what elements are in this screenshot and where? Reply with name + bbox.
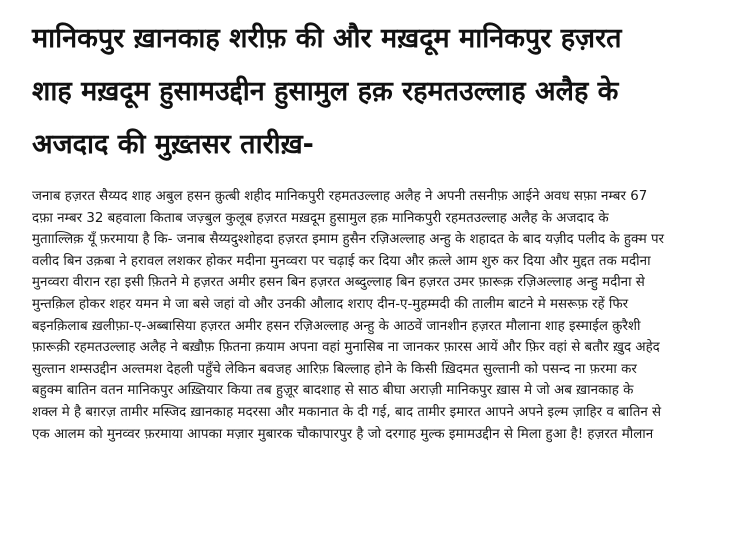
text-line: शक्ल मे है बग़रज़ तामीर मस्जिद ख़ानकाह मदरसा और मकानात के दी गई, बाद तामीर इमारत आपने अपने इल्म ज़ाहिर व बातिन से bbox=[32, 404, 662, 420]
text-line: मुन्तक़िल होकर शहर यमन मे जा बसे जहां वो और उनकी औलाद शराए दीन-ए-मुहम्मदी की तालीम बाटने मे मसरूफ़ रहें फिर bbox=[32, 296, 629, 312]
text-line: दफ़ा नम्बर 32 बहवाला किताब जज़्बुल कुलूब हज़रत मख़दूम हुसामुल हक़ मानिकपुरी रहमतउल्लाह अलैह के अजदाद के bbox=[32, 210, 609, 226]
title-line: शाह मख़दूम हुसामउद्दीन हुसामुल हक़ रहमतउल्लाह अलैह के bbox=[32, 76, 619, 107]
title-line: मानिकपुर ख़ानकाह शरीफ़ की और मख़दूम मानिकपुर हज़रत bbox=[32, 23, 622, 54]
text-line: बहुक्म बातिन वतन मानिकपुर अख़्तियार किया तब हुज़ूर बादशाह से साठ बीघा अराज़ी मानिकपुर ख़ास मे जो अब ख़ानकाह के bbox=[32, 383, 634, 399]
text-line: मुनव्वरा वीरान रहा इसी फ़ितने मे हज़रत अमीर हसन बिन हज़रत अब्दुल्लाह बिन हज़रत उमर फ़ारूक़ रज़िअल्लाह अन्हु मदीना से bbox=[32, 275, 645, 291]
text-line: वलीद बिन उक़बा ने हरावल लशकर होकर मदीना मुनव्वरा पर चढ़ाई कर दिया और क़त्ले आम शुरु कर दिया और मुद्दत तक मदीना bbox=[32, 253, 651, 269]
text-line: जनाब हज़रत सैय्यद शाह अबुल हसन क़ुत्बी शहीद मानिकपुरी रहमतउल्लाह अलैह ने अपनी तसनीफ़ आईने अवध सफ़ा नम्बर 67 bbox=[32, 189, 648, 204]
text-line: सुल्तान शम्सउद्दीन अल्तमश देहली पहुँचे लेकिन बवजह आरिफ़ बिल्लाह होने के किसी ख़िदमत सुल्तानी को पसन्द ना फ़रमा कर bbox=[32, 361, 637, 377]
text-line: फ़ारूक़ी रहमतउल्लाह अलैह ने बख़ौफ़ फ़ितना क़याम अपना वहां मुनासिब ना जानकर फ़ारस आयें और फ़िर वहां से बतौर ख़ुद अहेद bbox=[32, 340, 660, 356]
body-paragraph bbox=[32, 186, 752, 445]
text-line: मुतााल्लिक़ यूँ फ़रमाया है कि- जनाब सैय्यदुश्शोहदा हज़रत इमाम हुसैन रज़िअल्लाह अन्हु के शहादत के बाद यज़ीद पलीद के हुक्म पर bbox=[32, 232, 665, 248]
text-line: एक आलम को मुनव्वर फ़रमाया आपका मज़ार मुबारक चौकापारपुर है जो दरगाह मुल्क इमामउद्दीन से मिला हुआ है! हज़रत मौलान bbox=[32, 426, 654, 442]
page-title bbox=[32, 12, 732, 171]
text-line: बइनक़िलाब ख़लीफ़ा-ए-अब्बासिया हज़रत अमीर हसन रज़िअल्लाह अन्हु के आठवें जानशीन हज़रत मौलाना शाह इस्माईल क़ुरैशी bbox=[32, 318, 641, 334]
title-line: अजदाद की मुख़्तसर तारीख़- bbox=[32, 129, 314, 160]
